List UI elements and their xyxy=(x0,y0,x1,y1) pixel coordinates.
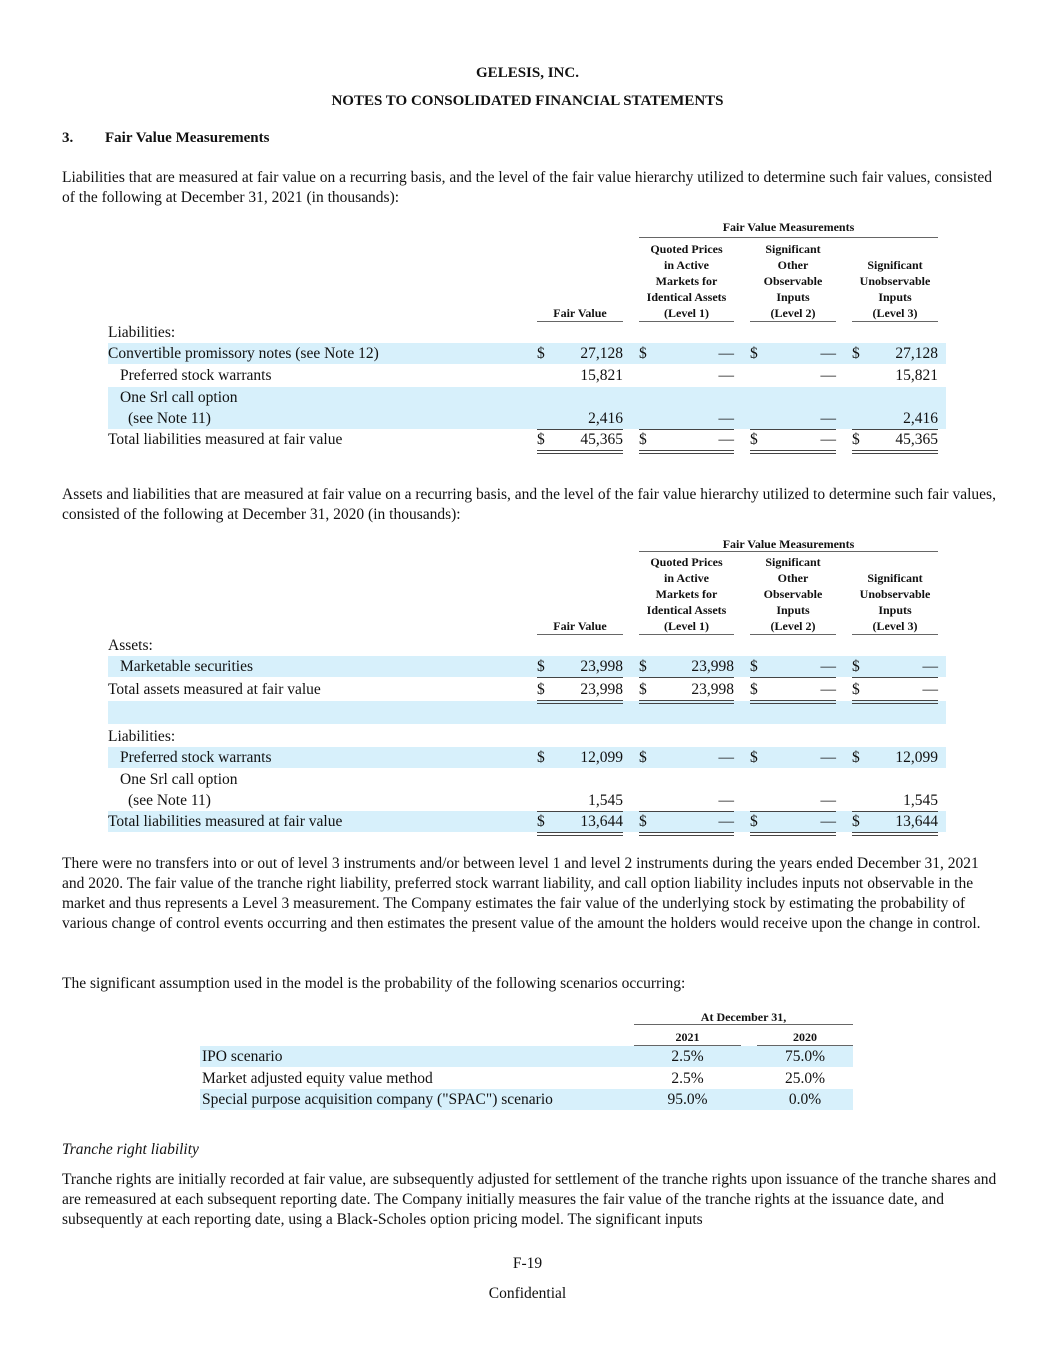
table-row xyxy=(200,1089,853,1110)
col-header-level1: Quoted Prices in Active Markets for Identical Assets (Level 1) xyxy=(639,241,734,322)
fair-value-cell: 1,545 xyxy=(588,792,623,809)
level1-cell: — xyxy=(718,813,734,830)
tranche-heading: Tranche right liability xyxy=(62,1141,199,1158)
currency-symbol: $ xyxy=(852,345,860,362)
value-2021: 2.5% xyxy=(671,1070,704,1087)
col-header-2021: 2021 xyxy=(634,1029,741,1046)
level1-cell: — xyxy=(718,367,734,384)
row-label-line2: (see Note 11) xyxy=(128,792,211,809)
level2-cell: — xyxy=(820,749,836,766)
transfers-paragraph: There were no transfers into or out of level 3 instruments and/or between level 1 and level 2 instruments during the years ended December 31, 2021 and 2020. The fair value of the tranche right liability, preferred stock warrant liability, and call option liability includes inputs not observable in the market and thus represents a Level 3 measurement. The Company estimates the fair value of the underlying stock by estimating the probability of various change of control events occurring and then estimates the present value of the amount the holders would receive upon the change in control. xyxy=(62,855,981,932)
currency-symbol: $ xyxy=(852,681,860,698)
total-label: Total assets measured at fair value xyxy=(108,681,321,698)
currency-symbol: $ xyxy=(639,813,647,830)
currency-symbol: $ xyxy=(537,345,545,362)
level2-cell: — xyxy=(820,658,836,675)
currency-symbol: $ xyxy=(639,658,647,675)
scenario-label: IPO scenario xyxy=(202,1048,283,1065)
section-label-row xyxy=(108,635,946,656)
level1-cell: — xyxy=(718,749,734,766)
level3-cell: 13,644 xyxy=(895,813,938,830)
fair-value-cell: 23,998 xyxy=(580,658,623,675)
col-header-level3: Significant Unobservable Inputs (Level 3) xyxy=(852,570,938,635)
level3-cell: 2,416 xyxy=(903,410,938,427)
assumption-intro: The significant assumption used in the model is the probability of the following scenarios occurring: xyxy=(62,975,686,992)
level1-cell: — xyxy=(718,345,734,362)
currency-symbol: $ xyxy=(750,813,758,830)
table-row xyxy=(108,343,946,364)
table-row xyxy=(108,747,946,768)
currency-symbol: $ xyxy=(750,749,758,766)
currency-symbol: $ xyxy=(639,681,647,698)
level2-cell: — xyxy=(820,431,836,448)
level2-cell: — xyxy=(820,792,836,809)
page-number: F-19 xyxy=(512,1255,543,1272)
fair-value-cell: 2,416 xyxy=(588,410,623,427)
level3-cell: 45,365 xyxy=(895,431,938,448)
level3-cell: — xyxy=(922,681,938,698)
currency-symbol: $ xyxy=(852,658,860,675)
col-header-fair-value: Fair Value xyxy=(537,305,623,322)
row-label-line1: One Srl call option xyxy=(120,389,238,406)
currency-symbol: $ xyxy=(537,658,545,675)
currency-symbol: $ xyxy=(750,345,758,362)
total-row xyxy=(108,429,946,450)
section-label-row xyxy=(108,322,946,343)
total-label: Total liabilities measured at fair value xyxy=(108,813,343,830)
table-row xyxy=(108,656,946,677)
level2-cell: — xyxy=(820,681,836,698)
level2-cell: — xyxy=(820,410,836,427)
fair-value-cell: 45,365 xyxy=(580,431,623,448)
total-row xyxy=(108,811,946,832)
section-number: 3. xyxy=(62,130,74,146)
section-title: Fair Value Measurements xyxy=(105,130,270,146)
row-label: Marketable securities xyxy=(120,658,253,675)
row-label: Preferred stock warrants xyxy=(120,367,272,384)
total-label: Total liabilities measured at fair value xyxy=(108,431,343,448)
document-subtitle: NOTES TO CONSOLIDATED FINANCIAL STATEMENTS xyxy=(331,93,724,109)
table-row xyxy=(200,1046,853,1067)
row-label-line1: One Srl call option xyxy=(120,771,238,788)
assets-label: Assets: xyxy=(108,637,153,654)
level3-cell: 12,099 xyxy=(895,749,938,766)
level1-cell: — xyxy=(718,431,734,448)
intro-2021-paragraph: Liabilities that are measured at fair value on a recurring basis, and the level of the fair value hierarchy utilized to determine such fair values, consisted of the following at December 31, 2021 (in thousands): xyxy=(62,169,993,206)
value-2020: 0.0% xyxy=(788,1091,822,1108)
confidential-label: Confidential xyxy=(488,1285,567,1302)
level3-cell: — xyxy=(922,658,938,675)
table-row xyxy=(200,1068,853,1089)
section-label-row xyxy=(108,726,946,747)
currency-symbol: $ xyxy=(750,431,758,448)
currency-symbol: $ xyxy=(639,749,647,766)
currency-symbol: $ xyxy=(750,658,758,675)
level1-cell: — xyxy=(718,410,734,427)
col-header-2020: 2020 xyxy=(757,1029,853,1046)
currency-symbol: $ xyxy=(639,345,647,362)
level3-cell: 27,128 xyxy=(895,345,938,362)
currency-symbol: $ xyxy=(852,749,860,766)
table-row xyxy=(108,387,946,429)
level2-cell: — xyxy=(820,345,836,362)
value-2020: 75.0% xyxy=(784,1048,826,1065)
scenario-label: Market adjusted equity value method xyxy=(202,1070,433,1087)
level1-cell: — xyxy=(718,792,734,809)
col-header-level2: Significant Other Observable Inputs (Level 2) xyxy=(750,554,836,635)
currency-symbol: $ xyxy=(537,813,545,830)
fair-value-cell: 27,128 xyxy=(580,345,623,362)
currency-symbol: $ xyxy=(537,431,545,448)
scenario-label: Special purpose acquisition company ("SPAC") scenario xyxy=(202,1091,553,1108)
group-header: Fair Value Measurements xyxy=(639,219,938,238)
col-header-level2: Significant Other Observable Inputs (Level 2) xyxy=(750,241,836,322)
spacer-row xyxy=(108,701,946,724)
level1-cell: 23,998 xyxy=(691,658,734,675)
level2-cell: — xyxy=(820,367,836,384)
fair-value-cell: 23,998 xyxy=(580,681,623,698)
intro-2020-paragraph: Assets and liabilities that are measured at fair value on a recurring basis, and the level of the fair value hierarchy utilized to determine such fair values, consisted of the following at December 31, 2020 (in thousands): xyxy=(62,486,996,523)
fair-value-cell: 15,821 xyxy=(580,367,623,384)
row-label: Convertible promissory notes (see Note 12) xyxy=(108,345,379,362)
fair-value-cell: 13,644 xyxy=(580,813,623,830)
level3-cell: 1,545 xyxy=(903,792,938,809)
value-2021: 95.0% xyxy=(667,1091,708,1108)
currency-symbol: $ xyxy=(537,749,545,766)
row-label-line2: (see Note 11) xyxy=(128,410,211,427)
col-header-level3: Significant Unobservable Inputs (Level 3) xyxy=(852,257,938,322)
level3-cell: 15,821 xyxy=(895,367,938,384)
currency-symbol: $ xyxy=(537,681,545,698)
level2-cell: — xyxy=(820,813,836,830)
company-name: GELESIS, INC. xyxy=(476,65,579,81)
liabilities-label: Liabilities: xyxy=(108,324,176,341)
table-row xyxy=(108,365,946,386)
level1-cell: 23,998 xyxy=(691,681,734,698)
value-2020: 25.0% xyxy=(784,1070,826,1087)
currency-symbol: $ xyxy=(852,431,860,448)
fair-value-cell: 12,099 xyxy=(580,749,623,766)
currency-symbol: $ xyxy=(852,813,860,830)
group-header: At December 31, xyxy=(634,1009,853,1025)
currency-symbol: $ xyxy=(750,681,758,698)
liabilities-label: Liabilities: xyxy=(108,728,176,745)
row-label: Preferred stock warrants xyxy=(120,749,272,766)
value-2021: 2.5% xyxy=(671,1048,704,1065)
table-row xyxy=(108,769,946,811)
group-header: Fair Value Measurements xyxy=(639,536,938,552)
tranche-paragraph: Tranche rights are initially recorded at fair value, are subsequently adjusted for settlement of the tranche rights upon issuance of the tranche shares and are remeasured at each subsequent reporting date. The Company initially measures the fair value of the tranche rights at the issuance date, and subsequently at each reporting date, using a Black-Scholes option pricing model. The significant inputs xyxy=(62,1171,997,1228)
col-header-level1: Quoted Prices in Active Markets for Identical Assets (Level 1) xyxy=(639,554,734,635)
col-header-fair-value: Fair Value xyxy=(537,618,623,635)
currency-symbol: $ xyxy=(639,431,647,448)
total-row xyxy=(108,679,946,700)
